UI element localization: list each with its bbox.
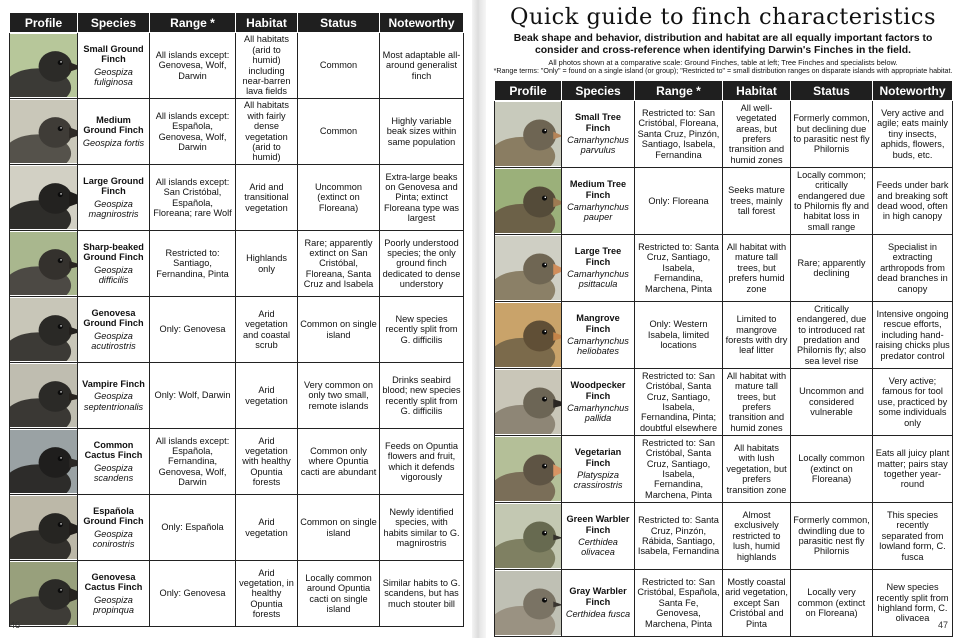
- common-name: Common Cactus Finch: [84, 439, 143, 461]
- finch-photo-right-3: [495, 303, 561, 367]
- range-cell: Restricted to: Santa Cruz, Santiago, Isabela, Fernandina, Marchena, Pinta: [635, 235, 723, 302]
- profile-cell: [10, 363, 78, 429]
- page-title: Quick guide to finch characteristics: [510, 4, 936, 30]
- noteworthy-cell: Very active and agile; eats mainly tiny insects, aphids, flowers, buds, etc.: [873, 101, 953, 168]
- scientific-name: Geospiza fuliginosa: [94, 66, 133, 87]
- noteworthy-cell: Drinks seabird blood; new species recently split from G. difficilis: [380, 363, 464, 429]
- range-cell: Only: Genovesa: [150, 297, 236, 363]
- noteworthy-cell: Most adaptable all-around generalist finch: [380, 33, 464, 99]
- noteworthy-cell: New species recently split from highland form, C. olivacea: [873, 570, 953, 637]
- range-cell: All islands except: Española, Genovesa, Wolf, Darwin: [150, 99, 236, 165]
- range-cell: Restricted to: San Cristóbal, Santa Cruz, Santiago, Isabela, Fernandina, Pinta; doubtful elsewhere: [635, 369, 723, 436]
- photo-scale-note: All photos shown at a comparative scale: Ground Finches, table at left; Tree Finches and specialists below.: [548, 58, 898, 67]
- species-cell: [78, 561, 150, 627]
- ground-finch-table: [9, 12, 464, 627]
- range-cell: Only: Genovesa: [150, 561, 236, 627]
- species-cell: [78, 231, 150, 297]
- noteworthy-cell: Specialist in extracting arthropods from dead branches in canopy: [873, 235, 953, 302]
- noteworthy-cell: Similar habits to G. scandens, but has much stouter bill: [380, 561, 464, 627]
- finch-photo-left-8: [10, 562, 77, 625]
- habitat-cell: Mostly coastal arid vegetation, except San Cristóbal and Pinta: [723, 570, 791, 637]
- table-row: [10, 297, 464, 363]
- table-row: [10, 561, 464, 627]
- status-cell: Formerly common, but declining due to parasitic nest fly Philornis: [791, 101, 873, 168]
- common-name: Mangrove Finch: [576, 313, 620, 334]
- status-cell: Rare; apparently declining: [791, 235, 873, 302]
- range-cell: Restricted to: San Cristóbal, Española, Santa Fe, Genovesa, Marchena, Pinta: [635, 570, 723, 637]
- status-cell: Locally very common (extinct on Floreana): [791, 570, 873, 637]
- table-row: [495, 369, 953, 436]
- finch-photo-left-4: [10, 298, 77, 361]
- table-row: [10, 363, 464, 429]
- habitat-cell: Arid vegetation: [236, 363, 298, 429]
- intro-text: Beak shape and behavior, distribution and habitat are all equally important factors to consider and cross-reference when identifying Darwin's Finches in the field.: [513, 33, 933, 57]
- header-profile: Profile: [495, 81, 562, 101]
- header-status: Status: [298, 13, 380, 33]
- noteworthy-cell: This species recently separated from lowland form, C. fusca: [873, 503, 953, 570]
- range-cell: Only: Western Isabela, limited locations: [635, 302, 723, 369]
- finch-photo-left-6: [10, 430, 77, 493]
- habitat-cell: All habitat with mature tall trees, but prefers humid zone: [723, 235, 791, 302]
- habitat-cell: Arid vegetation: [236, 495, 298, 561]
- header-species: Species: [78, 13, 150, 33]
- scientific-name: Certhidea fusca: [565, 609, 631, 620]
- noteworthy-cell: Poorly understood species; the only ground finch dedicated to dense understory: [380, 231, 464, 297]
- scientific-name: Geospiza scandens: [93, 462, 134, 483]
- profile-cell: [10, 231, 78, 297]
- habitat-cell: Almost exclusively restricted to lush, humid highlands: [723, 503, 791, 570]
- table-row: [495, 101, 953, 168]
- noteworthy-cell: Intensive ongoing rescue efforts, including hand-raising chicks plus predator control: [873, 302, 953, 369]
- finch-photo-right-6: [495, 504, 561, 568]
- habitat-cell: Seeks mature trees, mainly tall forest: [723, 168, 791, 235]
- table-row: [10, 33, 464, 99]
- range-cell: Restricted to: Santa Cruz, Pinzón, Rábida, Santiago, Isabela, Fernandina: [635, 503, 723, 570]
- species-cell: [78, 363, 150, 429]
- common-name: Small Tree Finch: [575, 112, 621, 133]
- header-range: Range *: [635, 81, 723, 101]
- header-habitat: Habitat: [723, 81, 791, 101]
- status-cell: Common: [298, 99, 380, 165]
- profile-cell: [495, 101, 562, 168]
- profile-cell: [495, 369, 562, 436]
- table-header-row: [495, 81, 953, 101]
- noteworthy-cell: Feeds under bark and breaking soft dead wood, often in high canopy: [873, 168, 953, 235]
- profile-cell: [495, 503, 562, 570]
- noteworthy-cell: Feeds on Opuntia flowers and fruit, which it defends vigorously: [380, 429, 464, 495]
- common-name: Gray Warbler Finch: [569, 586, 627, 607]
- habitat-cell: Highlands only: [236, 231, 298, 297]
- table-row: [495, 302, 953, 369]
- left-page: [0, 0, 472, 638]
- status-cell: Uncommon and considered vulnerable: [791, 369, 873, 436]
- status-cell: Common on single island: [298, 297, 380, 363]
- habitat-cell: Arid vegetation, in healthy Opuntia forests: [236, 561, 298, 627]
- species-cell: [78, 33, 150, 99]
- species-cell: [562, 235, 635, 302]
- species-cell: [562, 302, 635, 369]
- species-cell: [562, 436, 635, 503]
- species-cell: [562, 369, 635, 436]
- finch-photo-right-0: [495, 102, 561, 166]
- noteworthy-cell: Newly identified species, with habits similar to G. magnirostris: [380, 495, 464, 561]
- tree-finch-table: [494, 80, 953, 637]
- scientific-name: Certhidea olivacea: [578, 537, 618, 558]
- finch-photo-right-4: [495, 370, 561, 434]
- profile-cell: [10, 429, 78, 495]
- finch-photo-left-5: [10, 364, 77, 427]
- noteworthy-cell: Highly variable beak sizes within same population: [380, 99, 464, 165]
- common-name: Vegetarian Finch: [574, 447, 622, 468]
- habitat-cell: Arid and transitional vegetation: [236, 165, 298, 231]
- common-name: Genovesa Ground Finch: [83, 307, 144, 329]
- common-name: Woodpecker Finch: [570, 380, 626, 401]
- habitat-cell: Arid vegetation and coastal scrub: [236, 297, 298, 363]
- header-status: Status: [791, 81, 873, 101]
- range-cell: Restricted to: Santiago, Fernandina, Pinta: [150, 231, 236, 297]
- status-cell: Common: [298, 33, 380, 99]
- status-cell: Common only where Opuntia cacti are abundant: [298, 429, 380, 495]
- finch-photo-right-1: [495, 169, 561, 233]
- common-name: Vampire Finch: [82, 378, 145, 389]
- profile-cell: [10, 165, 78, 231]
- profile-cell: [495, 436, 562, 503]
- profile-cell: [10, 495, 78, 561]
- common-name: Large Ground Finch: [83, 175, 144, 197]
- species-cell: [78, 429, 150, 495]
- scientific-name: Camarhynchus pallida: [567, 403, 629, 424]
- header-noteworthy: Noteworthy: [380, 13, 464, 33]
- scientific-name: Platyspiza crassirostris: [573, 470, 623, 491]
- species-cell: [562, 101, 635, 168]
- range-cell: All islands except: Genovesa, Wolf, Darwin: [150, 33, 236, 99]
- profile-cell: [10, 99, 78, 165]
- profile-cell: [495, 570, 562, 637]
- table-row: [495, 570, 953, 637]
- range-cell: All islands except: Española, Fernandina, Genovesa, Wolf, Darwin: [150, 429, 236, 495]
- table-row: [10, 495, 464, 561]
- range-cell: Only: Wolf, Darwin: [150, 363, 236, 429]
- habitat-cell: All habitats (arid to humid) including near-barren lava fields: [236, 33, 298, 99]
- scientific-name: Camarhynchus psittacula: [567, 269, 629, 290]
- finch-photo-right-5: [495, 437, 561, 501]
- species-cell: [78, 99, 150, 165]
- finch-photo-left-1: [10, 100, 77, 163]
- common-name: Sharp-beaked Ground Finch: [83, 241, 144, 263]
- status-cell: Common on single island: [298, 495, 380, 561]
- scientific-name: Camarhynchus parvulus: [567, 135, 629, 156]
- table-row: [10, 165, 464, 231]
- header-range: Range *: [150, 13, 236, 33]
- status-cell: Critically endangered, due to introduced rat predation and Philornis fly; also sea level rise: [791, 302, 873, 369]
- range-cell: Restricted to: San Cristóbal, Santa Cruz, Santiago, Isabela, Fernandina, Marchena, Pinta: [635, 436, 723, 503]
- common-name: Medium Tree Finch: [569, 179, 627, 200]
- noteworthy-cell: Extra-large beaks on Genovesa and Pinta; extinct Floreana type was largest: [380, 165, 464, 231]
- habitat-cell: All habitat with mature tall trees, but prefers transition and humid zones: [723, 369, 791, 436]
- table-row: [495, 503, 953, 570]
- range-cell: Restricted to: San Cristóbal, Floreana, Santa Cruz, Pinzón, Santiago, Isabela, Fernandina: [635, 101, 723, 168]
- table-row: [495, 168, 953, 235]
- header-species: Species: [562, 81, 635, 101]
- finch-photo-left-7: [10, 496, 77, 559]
- habitat-cell: Arid vegetation with healthy Opuntia forests: [236, 429, 298, 495]
- habitat-cell: All well-vegetated areas, but prefers transition and humid zones: [723, 101, 791, 168]
- finch-photo-left-3: [10, 232, 77, 295]
- page-number-right: 47: [937, 620, 948, 630]
- table-row: [10, 429, 464, 495]
- header-profile: Profile: [10, 13, 78, 33]
- header-habitat: Habitat: [236, 13, 298, 33]
- common-name: Small Ground Finch: [83, 43, 144, 65]
- noteworthy-cell: New species recently split from G. difficilis: [380, 297, 464, 363]
- range-cell: Only: Floreana: [635, 168, 723, 235]
- status-cell: Very common on only two small, remote islands: [298, 363, 380, 429]
- scientific-name: Geospiza propinqua: [93, 594, 134, 615]
- habitat-cell: All habitats with fairly dense vegetation (arid to humid): [236, 99, 298, 165]
- status-cell: Locally common (extinct on Floreana): [791, 436, 873, 503]
- scientific-name: Geospiza magnirostris: [88, 198, 139, 219]
- profile-cell: [10, 297, 78, 363]
- page-number-left: 46: [10, 620, 21, 630]
- profile-cell: [10, 33, 78, 99]
- profile-cell: [495, 235, 562, 302]
- range-cell: Only: Española: [150, 495, 236, 561]
- species-cell: [78, 495, 150, 561]
- book-gutter: [472, 0, 486, 638]
- scientific-name: Geospiza conirostris: [92, 528, 135, 549]
- status-cell: Uncommon (extinct on Floreana): [298, 165, 380, 231]
- noteworthy-cell: Eats all juicy plant matter; pairs stay together year-round: [873, 436, 953, 503]
- finch-photo-left-2: [10, 166, 77, 229]
- scientific-name: Camarhynchus heliobates: [567, 336, 629, 357]
- range-cell: All islands except: San Cristóbal, Española, Floreana; rare Wolf: [150, 165, 236, 231]
- scientific-name: Geospiza septentrionalis: [83, 391, 144, 412]
- noteworthy-cell: Very active; famous for tool use, practiced by some individuals only: [873, 369, 953, 436]
- habitat-cell: All habitats with lush vegetation, but prefers transition zone: [723, 436, 791, 503]
- common-name: Green Warbler Finch: [566, 514, 630, 535]
- range-terms-note: *Range terms: "Only" = found on a single island (or group); "Restricted to" = small distribution ranges on disparate islands with appropriate habitat.: [493, 67, 953, 75]
- habitat-cell: Limited to mangrove forests with dry leaf litter: [723, 302, 791, 369]
- header-noteworthy: Noteworthy: [873, 81, 953, 101]
- right-page: [486, 0, 960, 638]
- common-name: Medium Ground Finch: [83, 114, 144, 136]
- finch-photo-right-2: [495, 236, 561, 300]
- scientific-name: Geospiza acutirostris: [91, 330, 136, 351]
- status-cell: Locally common around Opuntia cacti on single island: [298, 561, 380, 627]
- status-cell: Formerly common, dwindling due to parasitic nest fly Philornis: [791, 503, 873, 570]
- scientific-name: Camarhynchus pauper: [567, 202, 629, 223]
- scientific-name: Geospiza difficilis: [94, 264, 133, 285]
- profile-cell: [10, 561, 78, 627]
- table-header-row: [10, 13, 464, 33]
- species-cell: [562, 570, 635, 637]
- finch-photo-left-0: [10, 34, 77, 97]
- common-name: Genovesa Cactus Finch: [84, 571, 143, 593]
- species-cell: [78, 297, 150, 363]
- table-row: [495, 235, 953, 302]
- species-cell: [78, 165, 150, 231]
- species-cell: [562, 168, 635, 235]
- species-cell: [562, 503, 635, 570]
- status-cell: Locally common; critically endangered due to Philornis fly and habitat loss in small range: [791, 168, 873, 235]
- common-name: Española Ground Finch: [83, 505, 144, 527]
- table-row: [495, 436, 953, 503]
- table-row: [10, 231, 464, 297]
- table-row: [10, 99, 464, 165]
- profile-cell: [495, 168, 562, 235]
- profile-cell: [495, 302, 562, 369]
- finch-photo-right-7: [495, 571, 561, 635]
- common-name: Large Tree Finch: [574, 246, 622, 267]
- scientific-name: Geospiza fortis: [82, 137, 145, 148]
- status-cell: Rare; apparently extinct on San Cristóbal, Floreana, Santa Cruz and Isabela: [298, 231, 380, 297]
